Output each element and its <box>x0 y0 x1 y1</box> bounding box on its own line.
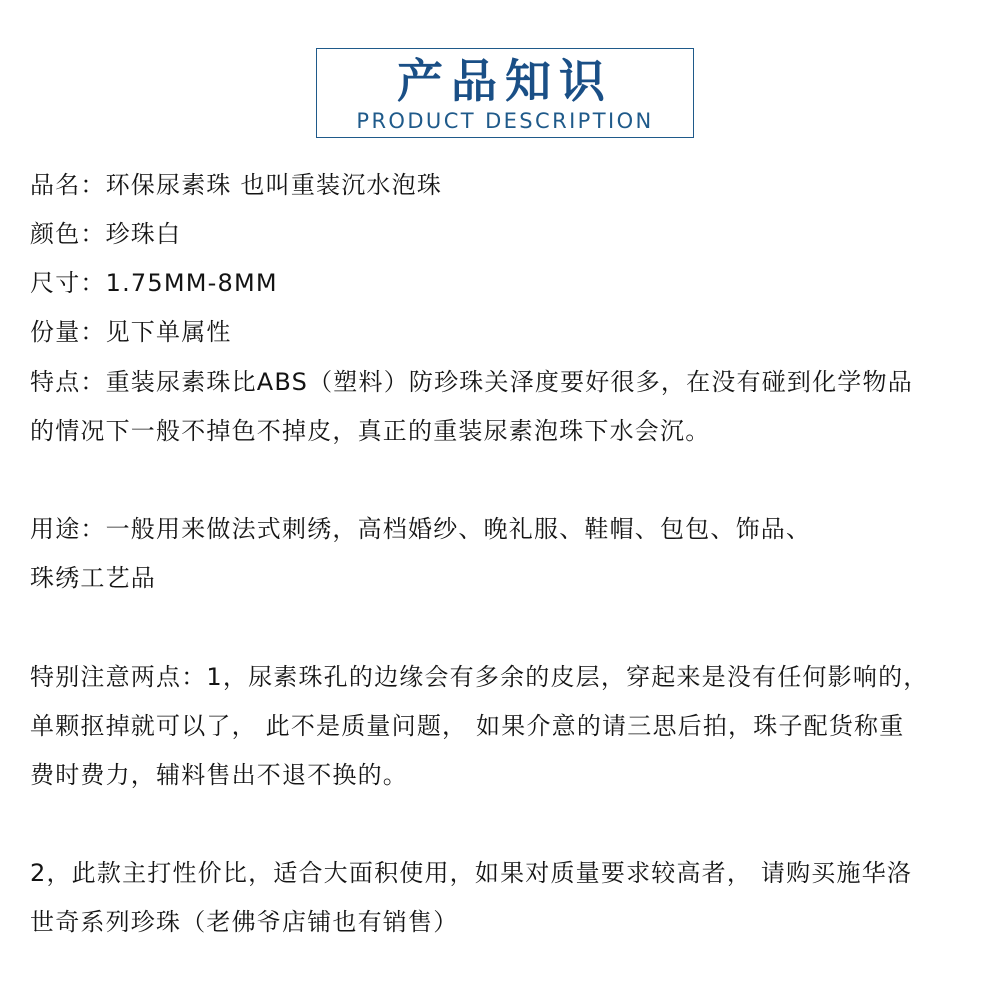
line-note-3: 费时费力，辅料售出不退不换的。 <box>30 761 408 789</box>
line-features-2: 的情况下一般不掉色不掉皮，真正的重装尿素泡珠下水会沉。 <box>30 417 711 445</box>
line-color: 颜色：珍珠白 <box>30 220 182 248</box>
page-title: 产品知识 <box>397 54 613 108</box>
page-subtitle: PRODUCT DESCRIPTION <box>356 109 654 133</box>
line-usage-1: 用途：一般用来做法式刺绣，高档婚纱、晚礼服、鞋帽、包包、饰品、 <box>30 515 812 543</box>
line-product-name: 品名：环保尿素珠 也叫重装沉水泡珠 <box>30 171 443 199</box>
line-quantity: 份量：见下单属性 <box>30 318 232 346</box>
line-usage-2: 珠绣工艺品 <box>30 564 156 592</box>
line-note-2: 单颗抠掉就可以了， 此不是质量问题， 如果介意的请三思后拍，珠子配货称重 <box>30 712 905 740</box>
title-box <box>316 48 694 138</box>
line-note-5: 世奇系列珍珠（老佛爷店铺也有销售） <box>30 908 459 936</box>
line-size: 尺寸：1.75MM-8MM <box>30 269 278 297</box>
line-features-1: 特点：重装尿素珠比ABS（塑料）防珍珠关泽度要好很多，在没有碰到化学物品 <box>30 368 913 396</box>
line-note-1: 特别注意两点：1，尿素珠孔的边缘会有多余的皮层，穿起来是没有任何影响的， <box>30 663 929 691</box>
line-note-4: 2，此款主打性价比，适合大面积使用，如果对质量要求较高者， 请购买施华洛 <box>30 859 913 887</box>
